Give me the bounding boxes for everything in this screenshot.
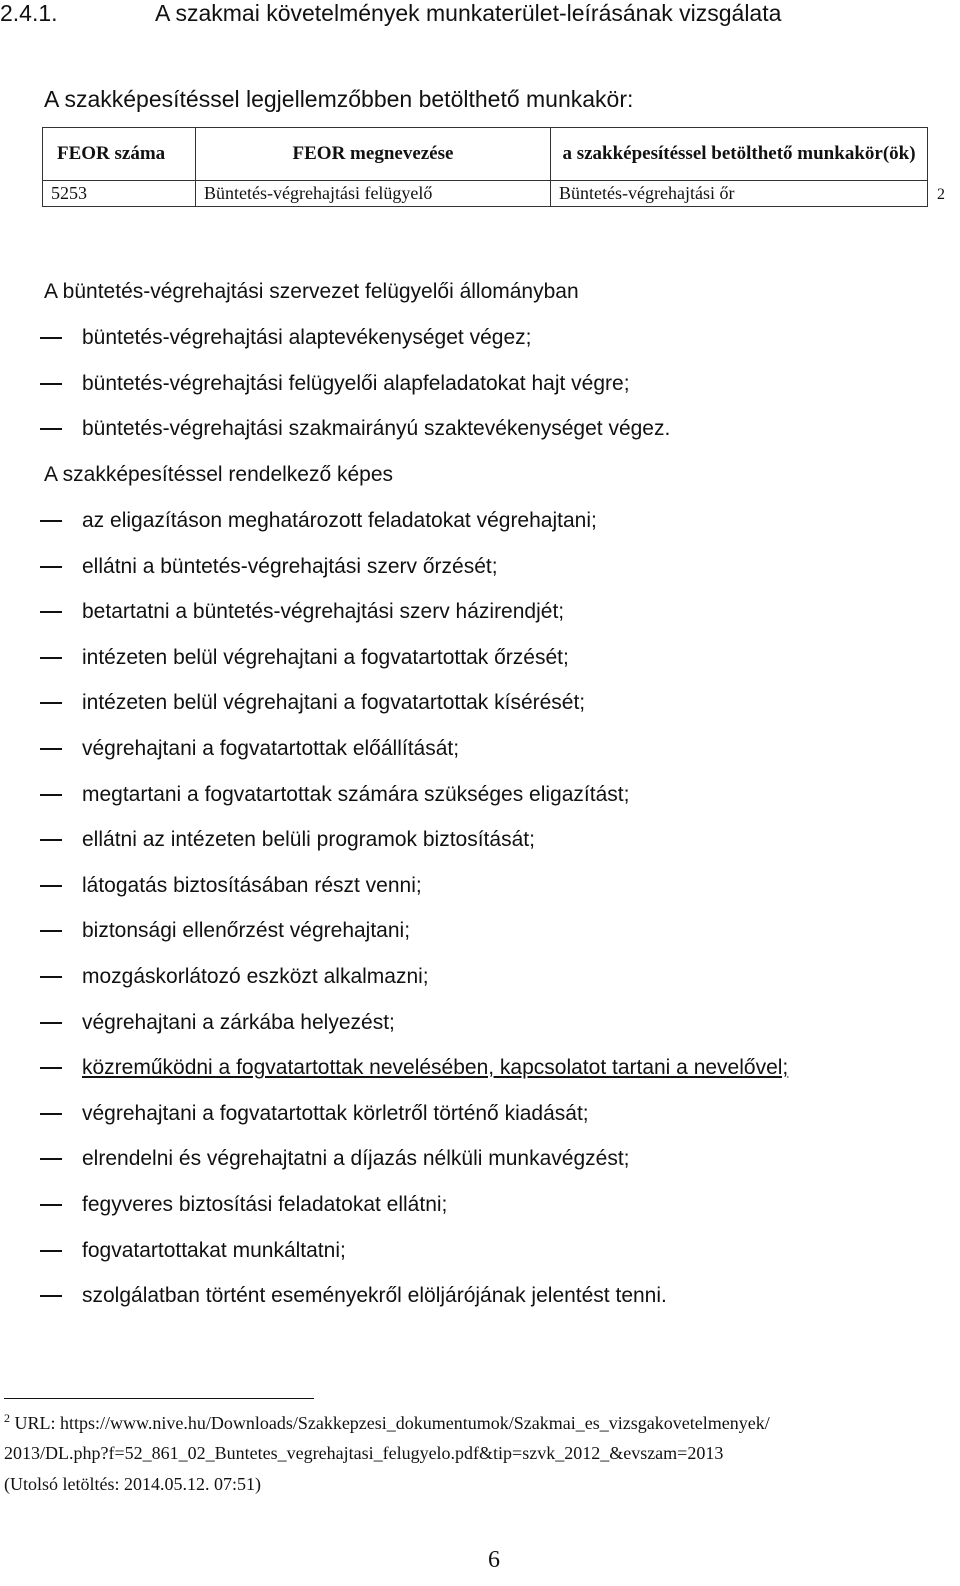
dash-bullet-icon [40,1158,62,1160]
footnote-marker: 2 [4,1411,10,1425]
dash-bullet-icon [40,383,62,385]
table-caption: A szakképesítéssel legjellemzőbben betölthető munkakör: [44,86,634,112]
footnote-download-date: (Utolsó letöltés: 2014.05.12. 07:51) [4,1474,261,1494]
intro-paragraph-2: A szakképesítéssel rendelkező képes [44,463,394,486]
dash-bullet-icon [40,337,62,339]
footnote-url-part-1: URL: https://www.nive.hu/Downloads/Szakkepzesi_dokumentumok/Szakmai_es_vizsgakovetelmenyek/ [10,1413,770,1433]
cell-job-title: Büntetés-végrehajtási őr [551,181,928,207]
dash-bullet-icon [40,1295,62,1297]
dash-bullet-icon [40,885,62,887]
intro-paragraph-1: A büntetés-végrehajtási szervezet felügyelői állományban [44,280,579,303]
cell-feor-name: Büntetés-végrehajtási felügyelő [196,181,551,207]
section-number: 2.4.1. [0,0,58,26]
section-title: A szakmai követelmények munkaterület-leírásának vizsgálata [155,0,782,26]
header-feor-number: FEOR száma [43,128,196,181]
dash-bullet-icon [40,1204,62,1206]
dash-bullet-icon [40,1022,62,1024]
dash-bullet-icon [40,1067,62,1069]
footnote-separator [4,1398,314,1399]
section-heading [0,0,781,27]
header-feor-name: FEOR megnevezése [196,128,551,181]
dash-bullet-icon [40,566,62,568]
dash-bullet-icon [40,611,62,613]
feor-table [42,127,928,207]
dash-bullet-icon [40,1250,62,1252]
footnote-line-1 [4,1411,770,1434]
table-row [43,181,928,207]
dash-bullet-icon [40,520,62,522]
dash-bullet-icon [40,839,62,841]
header-job-title: a szakképesítéssel betölthető munkakör(ök) [551,128,928,181]
dash-bullet-icon [40,657,62,659]
footnote-url-part-2: 2013/DL.php?f=52_861_02_Buntetes_vegrehajtasi_felugyelo.pdf&tip=szvk_2012_&evszam=2013 [4,1443,724,1463]
dash-bullet-icon [40,794,62,796]
dash-bullet-icon [40,748,62,750]
dash-bullet-icon [40,930,62,932]
table-header-row [43,128,928,181]
cell-feor-number: 5253 [43,181,196,207]
dash-bullet-icon [40,976,62,978]
dash-bullet-icon [40,428,62,430]
page-number: 6 [488,1547,500,1573]
dash-bullet-icon [40,1113,62,1115]
footnote-reference: 2 [937,186,945,203]
dash-bullet-icon [40,702,62,704]
